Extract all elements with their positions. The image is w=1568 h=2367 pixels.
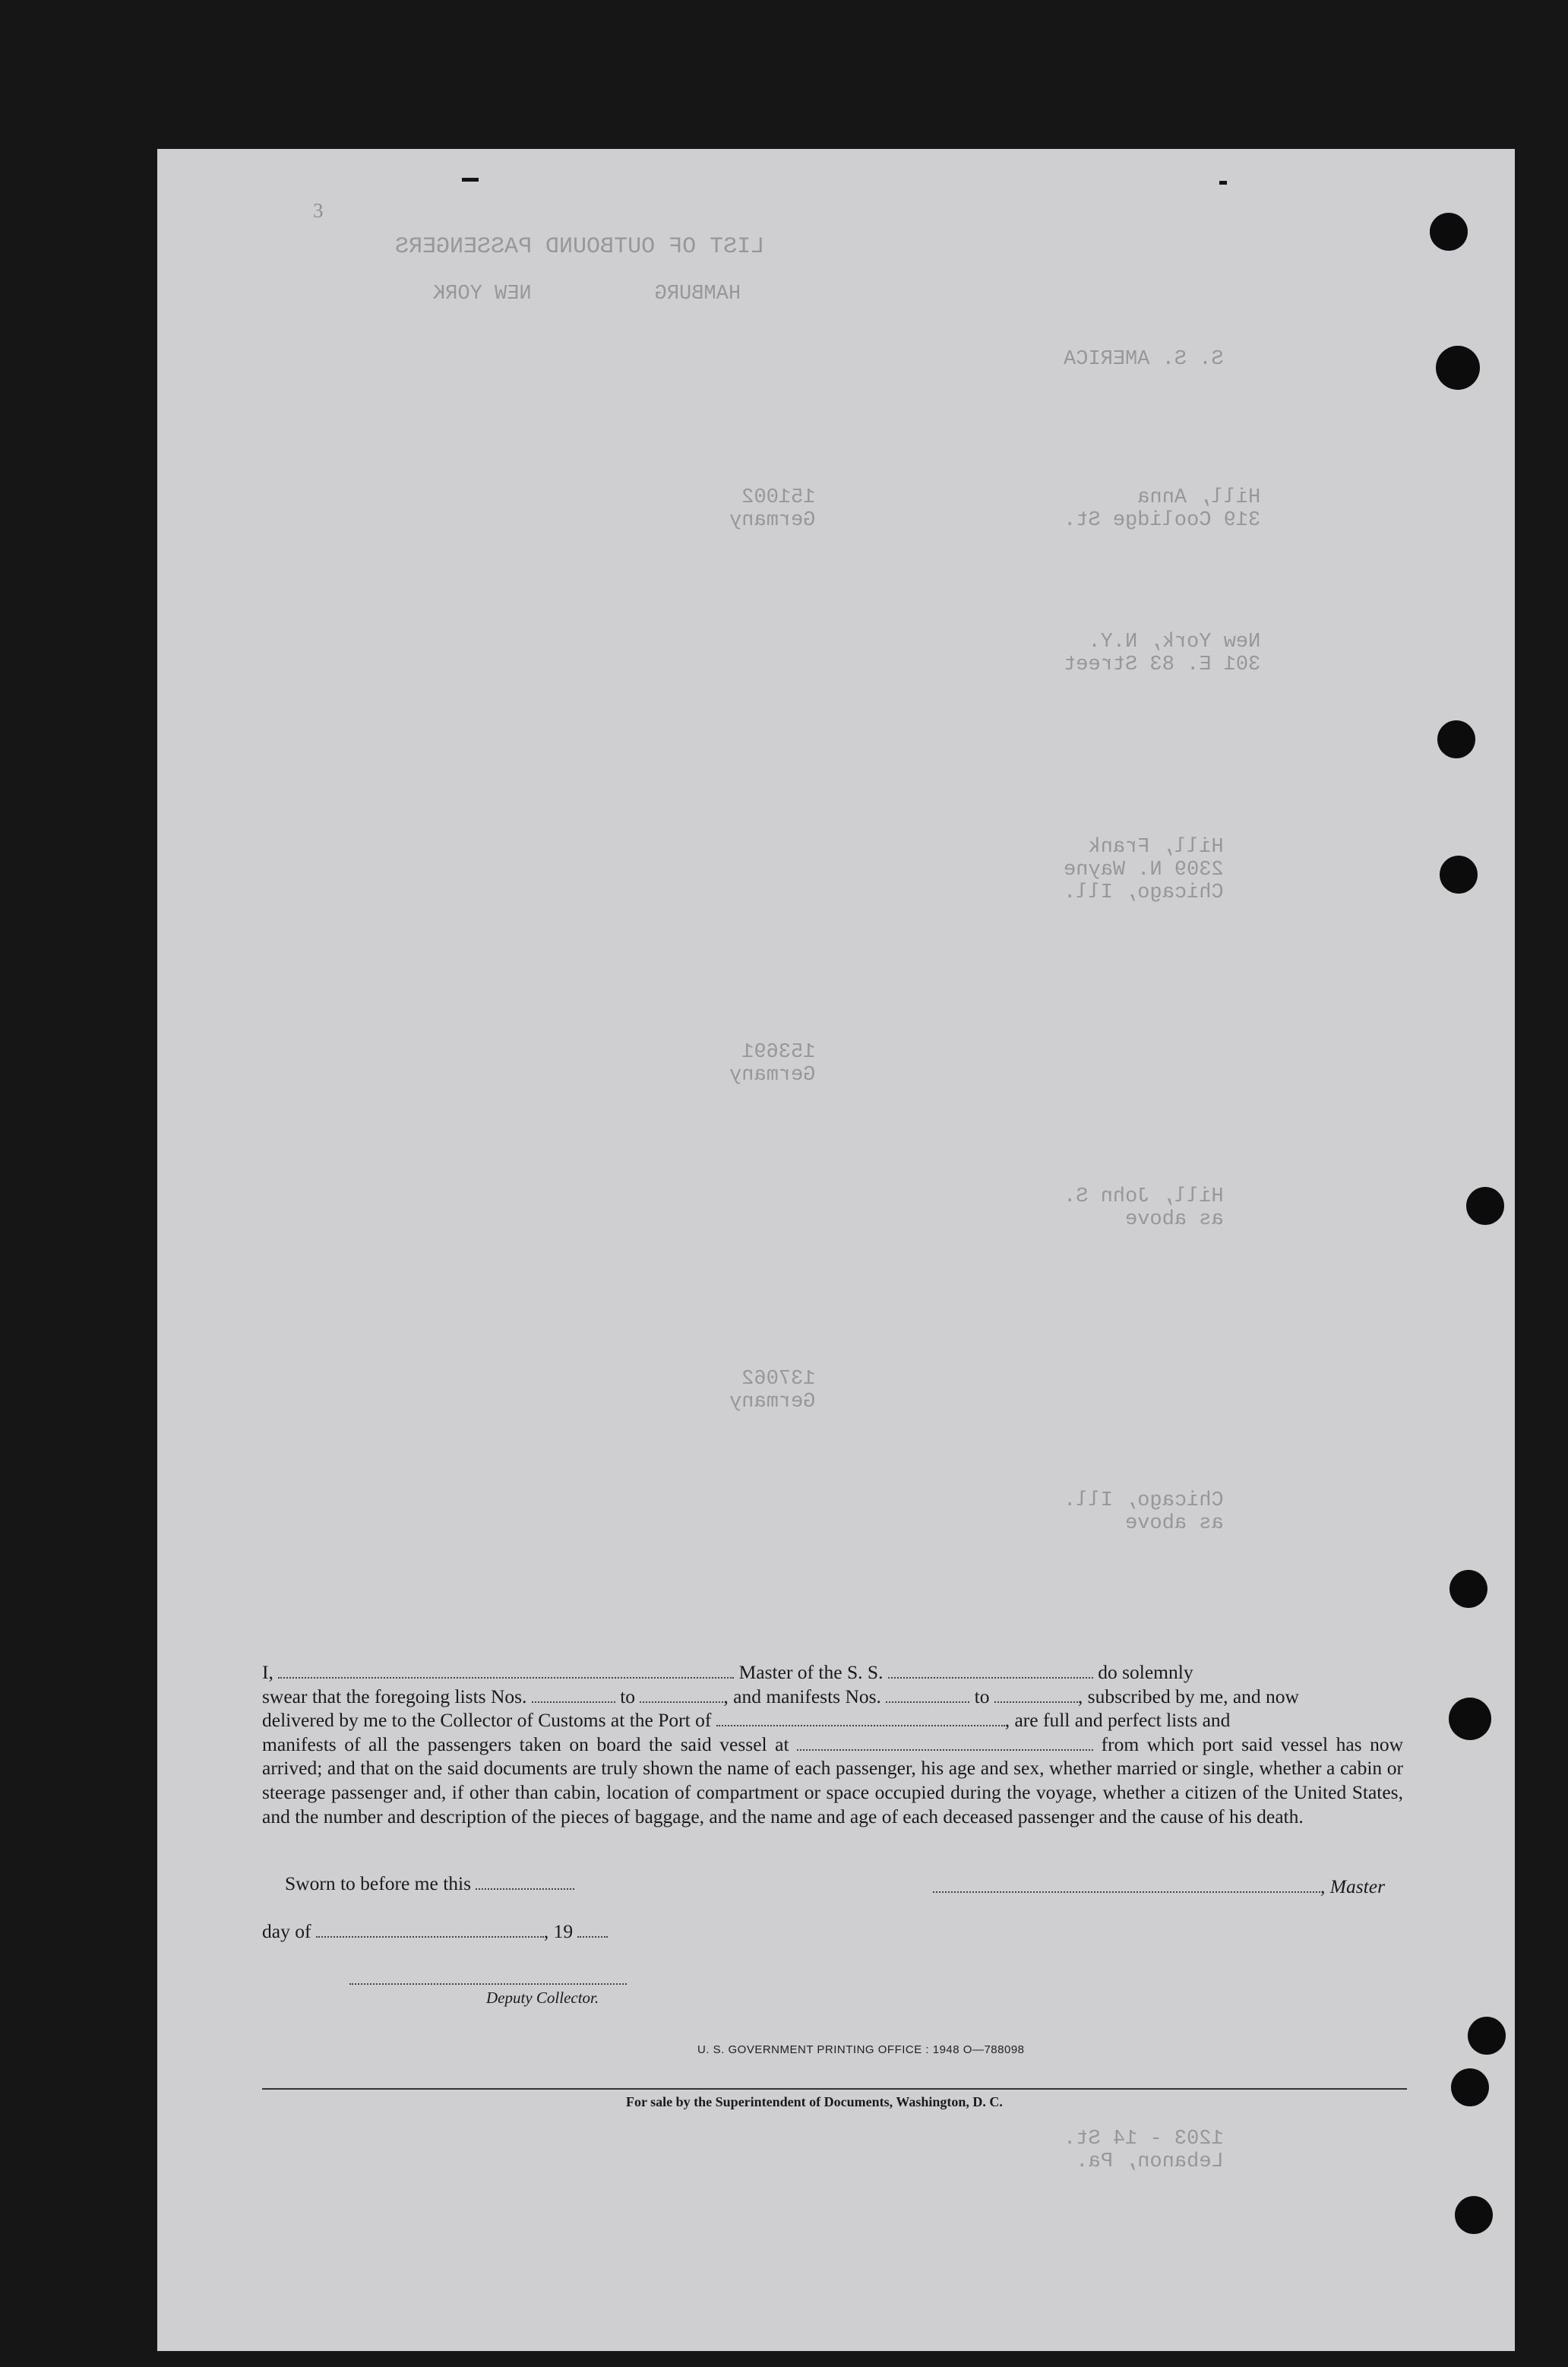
bleed-through-text: S. S. AMERICA: [1064, 348, 1224, 371]
punch-hole: [1468, 2017, 1506, 2055]
blank-departure-port: [797, 1734, 1093, 1751]
oath-text: I,: [262, 1661, 273, 1683]
bleed-through-text: LIST OF OUTBOUND PASSENGERS: [395, 234, 765, 260]
blank-year: [577, 1921, 608, 1938]
bleed-through-text: 137062 Germany: [729, 1368, 816, 1413]
bleed-through-text: New York, N.Y. 301 E. 83 Street: [1064, 631, 1261, 676]
ink-mark: [462, 178, 479, 182]
bleed-through-text: Hill, John S. as above: [1064, 1185, 1224, 1231]
blank-list-to: [640, 1686, 723, 1703]
bleed-through-text: 1203 - 14 St. Lebanon, Pa.: [1064, 2128, 1224, 2173]
punch-hole: [1440, 856, 1478, 894]
document-page: [157, 149, 1515, 2351]
punch-hole: [1451, 2068, 1489, 2106]
bleed-through-text: Hill, Anna 319 Coolidge St.: [1064, 486, 1261, 532]
blank-sworn-day: [476, 1873, 574, 1890]
bleed-through-text: Hill, Frank 2309 N. Wayne Chicago, Ill.: [1064, 836, 1224, 904]
sworn-label: Sworn to before me this: [285, 1872, 472, 1894]
oath-paragraph: [262, 1660, 1403, 1828]
blank-master-name: [278, 1662, 734, 1679]
ink-mark: [1219, 181, 1227, 185]
oath-text: , subscribed by me, and now: [1077, 1685, 1299, 1707]
oath-text: to: [974, 1685, 990, 1707]
deputy-signature-line: [349, 1983, 627, 1985]
blank-month: [316, 1921, 544, 1938]
oath-text: swear that the foregoing lists Nos.: [262, 1685, 527, 1707]
oath-text: Master of the S. S.: [738, 1661, 884, 1683]
bleed-through-text: HAMBURG NEW YORK: [433, 283, 741, 305]
blank-vessel-name: [888, 1662, 1093, 1679]
oath-text: delivered by me to the Collector of Customs at the Port of: [262, 1709, 712, 1732]
oath-text: , are full and perfect lists and: [1004, 1709, 1231, 1732]
footer-rule: [262, 2088, 1407, 2090]
oath-text: to: [620, 1685, 636, 1707]
blank-port: [716, 1710, 1005, 1726]
day-of-line: [262, 1920, 608, 1943]
page-number: 3: [313, 199, 324, 222]
blank-manifest-to: [994, 1686, 1078, 1703]
punch-hole: [1466, 1187, 1504, 1225]
punch-hole: [1455, 2196, 1493, 2234]
punch-hole: [1430, 213, 1468, 251]
master-label: , Master: [1320, 1875, 1385, 1897]
sworn-line: [285, 1872, 574, 1895]
punch-hole: [1437, 720, 1475, 758]
oath-text: do solemnly: [1098, 1661, 1193, 1683]
blank-list-from: [532, 1686, 615, 1703]
deputy-collector-label: Deputy Collector.: [486, 1989, 599, 2007]
punch-hole: [1449, 1570, 1487, 1608]
punch-hole: [1449, 1698, 1491, 1740]
master-signature-line: [933, 1875, 1385, 1898]
printing-office-imprint: U. S. GOVERNMENT PRINTING OFFICE : 1948 O—788098: [697, 2043, 1025, 2056]
oath-text: , and manifests Nos.: [723, 1685, 881, 1707]
bleed-through-text: 151002 Germany: [729, 486, 816, 532]
for-sale-imprint: For sale by the Superintendent of Documents, Washington, D. C.: [626, 2094, 1003, 2109]
day-of-label: day of: [262, 1920, 311, 1942]
blank-manifest-from: [886, 1686, 969, 1703]
punch-hole: [1436, 346, 1480, 390]
oath-text: port said vessel has now arrived; and that on the said documents are truly shown the name of each passenger, his age and sex, whether married or single, whether a cabin or steerage passenger and, if other than cabin, location of compartment or space occupied during the voyage, whether a citizen of the United States, and the number and description of the pieces of baggage, and the name and age of each deceased passenger and the cause of his death.: [262, 1733, 1404, 1827]
year-label: , 19: [543, 1920, 574, 1942]
bleed-through-text: 153691 Germany: [729, 1041, 816, 1087]
bleed-through-text: Chicago, Ill. as above: [1064, 1489, 1224, 1535]
blank-master-signature: [933, 1876, 1320, 1893]
oath-text: manifests of all the passengers taken on board the said vessel at: [262, 1733, 789, 1755]
oath-text: from which: [1101, 1733, 1195, 1755]
